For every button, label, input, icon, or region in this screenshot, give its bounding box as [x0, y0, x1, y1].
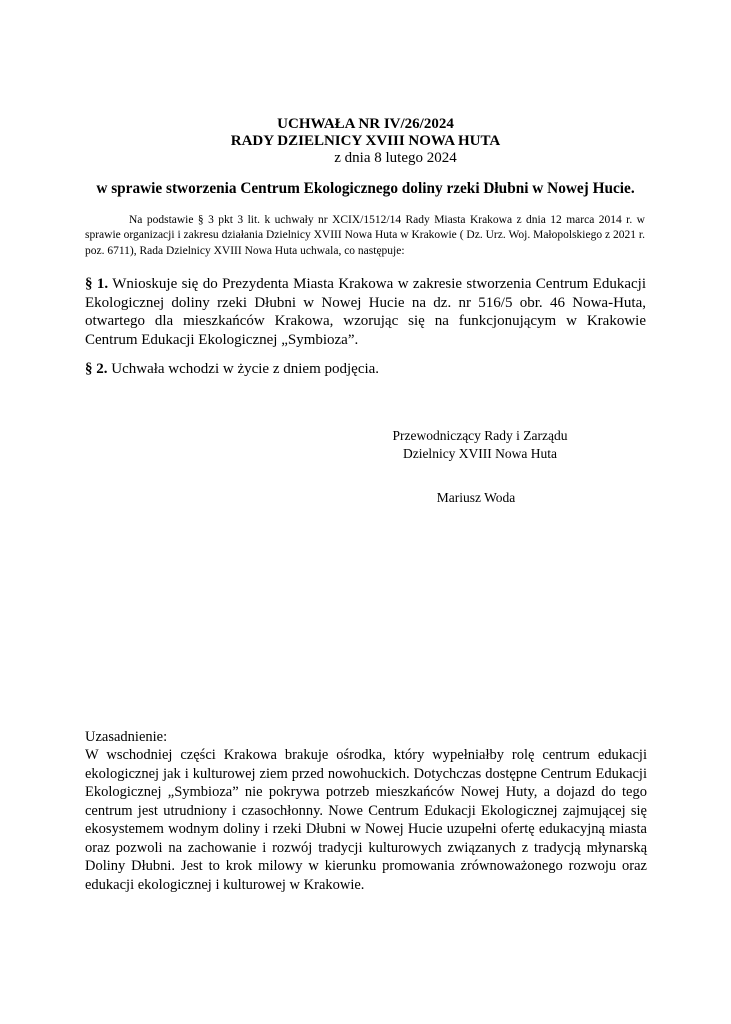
paragraph-2: [85, 360, 646, 379]
council-name: RADY DZIELNICY XVIII NOWA HUTA: [230, 133, 501, 149]
signature-role-line1: Przewodniczący Rady i Zarządu: [392, 428, 568, 443]
signature-role-line2: Dzielnicy XVIII Nowa Huta: [402, 446, 558, 461]
paragraph-2-text: Uchwała wchodzi w życie z dniem podjęcia.: [111, 361, 380, 377]
legal-basis: Na podstawie § 3 pkt 3 lit. k uchwały nr XCIX/1512/14 Rady Miasta Krakowa z dnia 12 marca 2014 r. w sprawie organizacji i zakresu działania Dzielnicy XVIII Nowa Huta w Krakowie ( Dz. Urz. Woj. Małopolskiego z 2021 r. poz. 6711), Rada Dzielnicy XVIII Nowa Huta uchwala, co następuje:: [85, 214, 645, 257]
resolution-subject: w sprawie stworzenia Centrum Ekologicznego doliny rzeki Dłubni w Nowej Hucie.: [96, 180, 635, 197]
paragraph-1-text: Wnioskuje się do Prezydenta Miasta Krakowa w zakresie stworzenia Centrum Edukacji Ekologicznej doliny rzeki Dłubni w Nowej Hucie na dz. nr 516/5 obr. 46 Nowa-Huta, otwartego dla mieszkańców Krakowa, wzorując się na funkcjonującym w Krakowie Centrum Edukacji Ekologicznej „Symbioza”.: [85, 276, 646, 348]
resolution-header: [0, 116, 731, 167]
paragraph-2-mark: § 2.: [85, 361, 108, 377]
justification-text: W wschodniej części Krakowa brakuje ośrodka, który wypełniałby rolę centrum edukacji ekologicznej jak i kulturowej ziem przed nowohuckich. Dotychczas dostępne Centrum Edukacji Ekologicznej „Symbioza” nie pokrywa potrzeb mieszkańców Nowej Huty, a dojazd do tego centrum jest utrudniony i czasochłonny. Nowe Centrum Edukacji Ekologicznej zajmującej się ekosystemem wodnym doliny i rzeki Dłubni w Nowej Hucie uzupełni ofertę edukacyjną miasta oraz pozwoli na zachowanie i rozwój tradycji kulturowych związanych z tradycją młynarską Doliny Dłubni. Jest to krok milowy w kierunku promowania zrównoważonego rozwoju oraz edukacji ekologicznej i kulturowej w Krakowie.: [85, 747, 647, 893]
resolution-title: UCHWAŁA NR IV/26/2024: [277, 116, 454, 132]
signature-name: Mariusz Woda: [436, 490, 516, 505]
resolution-date: z dnia 8 lutego 2024: [334, 150, 457, 166]
justification-heading: Uzasadnienie:: [85, 729, 168, 745]
paragraph-1: [85, 275, 646, 349]
signature-role: [380, 427, 580, 463]
paragraph-1-mark: § 1.: [85, 276, 109, 292]
